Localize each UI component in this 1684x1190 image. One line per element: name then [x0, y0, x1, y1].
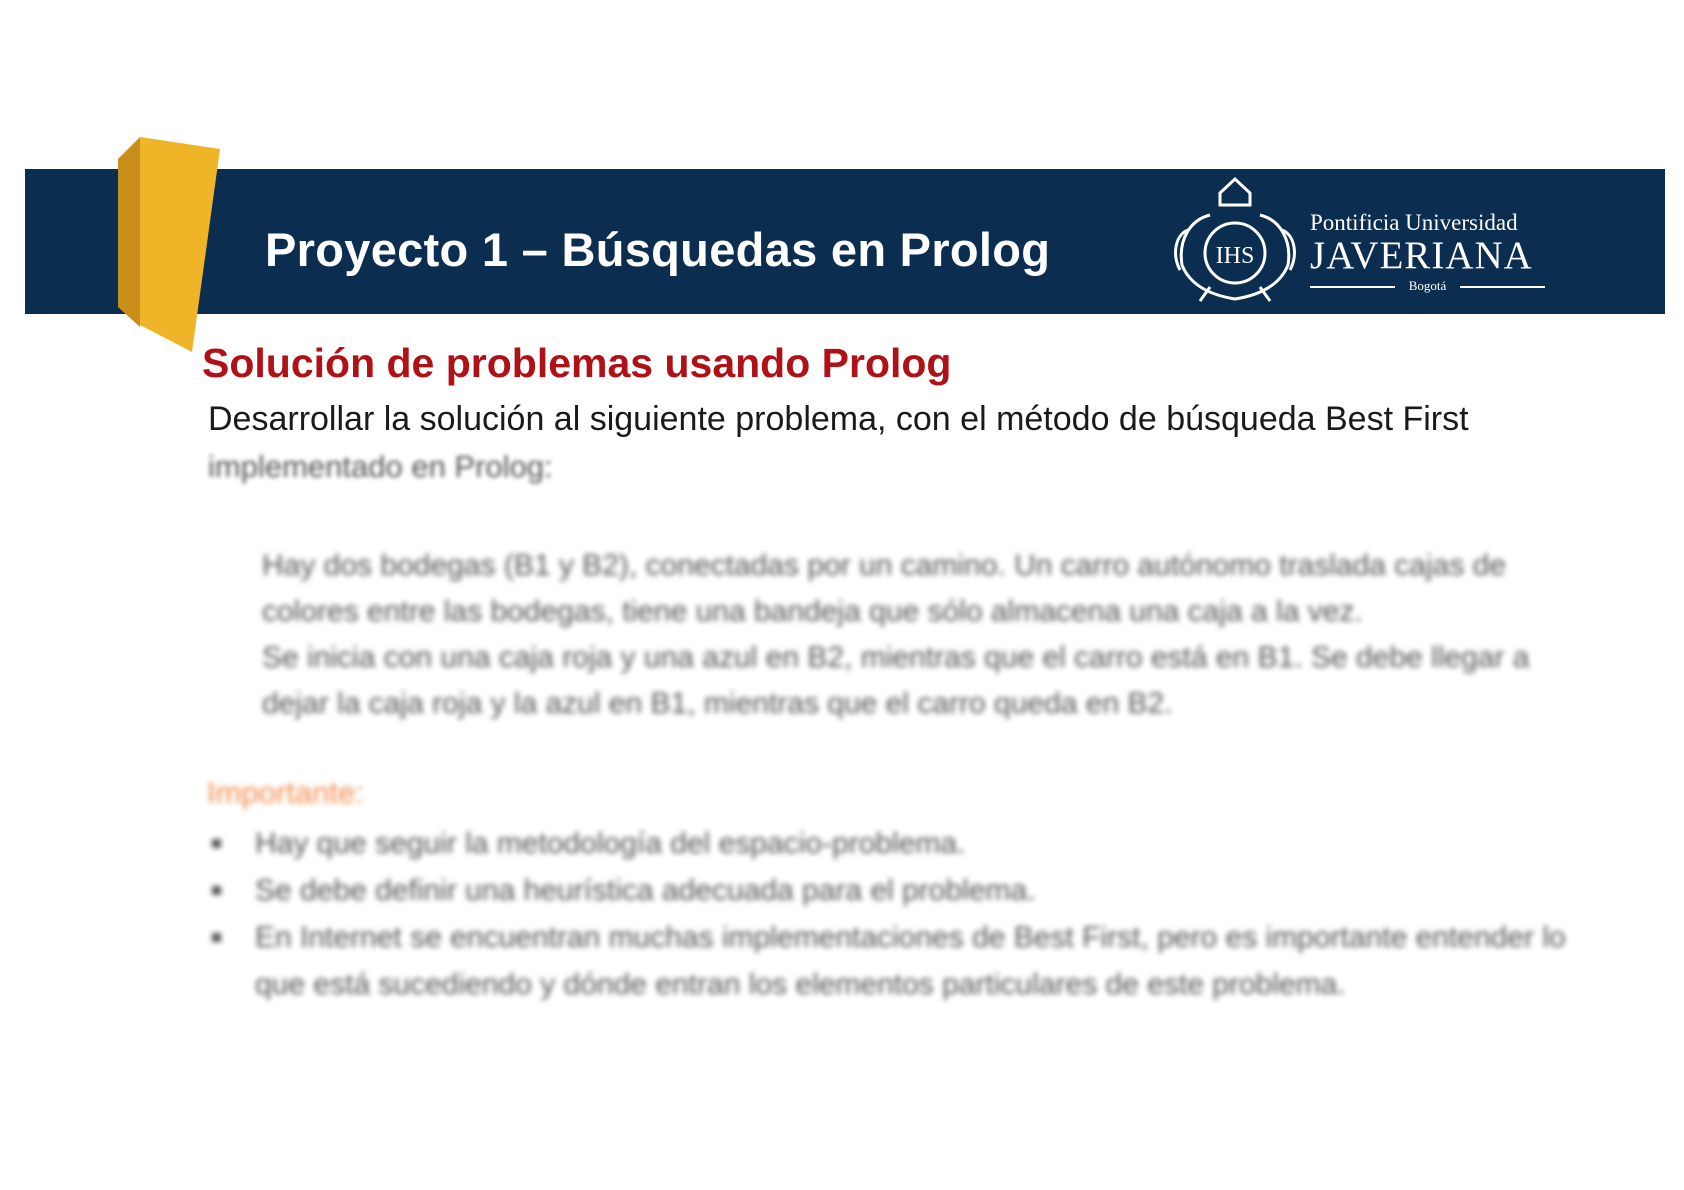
crest-text: IHS — [1215, 243, 1255, 269]
bullet-icon — [212, 933, 221, 942]
list-item-text: Hay que seguir la metodología del espacio-problema. — [255, 827, 966, 860]
accent-shape — [110, 137, 220, 352]
list-item-text: En Internet se encuentran muchas implementaciones de Best First, pero es importante entender lo que está sucediendo y dónde entran los elementos particulares de este problema. — [255, 921, 1566, 1001]
problem-paragraph-1: Hay dos bodegas (B1 y B2), conectadas por un camino. Un carro autónomo traslada cajas de colores entre las bodegas, tiene una bandeja que sólo almacena una caja a la vez. — [262, 549, 1507, 628]
list-item-text: Se debe definir una heurística adecuada para el problema. — [255, 874, 1036, 907]
important-list — [207, 820, 1607, 1008]
university-logo — [1170, 175, 1550, 310]
intro-line1: Desarrollar la solución al siguiente problema, con el método de búsqueda Best First — [208, 400, 1469, 438]
slide-title: Proyecto 1 – Búsquedas en Prolog — [265, 223, 1051, 276]
problem-description — [262, 543, 1592, 727]
bullet-icon — [212, 839, 221, 848]
logo-line2: JAVERIANA — [1310, 234, 1533, 277]
logo-line3: Bogotá — [1310, 278, 1545, 294]
intro-line2: implementado en Prolog: — [208, 449, 553, 484]
list-item — [207, 867, 1607, 914]
section-title: Solución de problemas usando Prolog — [202, 340, 952, 386]
list-item — [207, 820, 1607, 867]
bullet-icon — [212, 886, 221, 895]
crest-icon — [1170, 175, 1300, 305]
intro-text — [208, 395, 1588, 491]
important-label: Importante: — [207, 775, 364, 810]
list-item — [207, 914, 1607, 1008]
logo-line1: Pontificia Universidad — [1310, 210, 1518, 235]
problem-paragraph-2: Se inicia con una caja roja y una azul en B2, mientras que el carro está en B1. Se debe llegar a dejar la caja roja y la azul en B1, mientras que el carro queda en B2. — [262, 641, 1530, 720]
